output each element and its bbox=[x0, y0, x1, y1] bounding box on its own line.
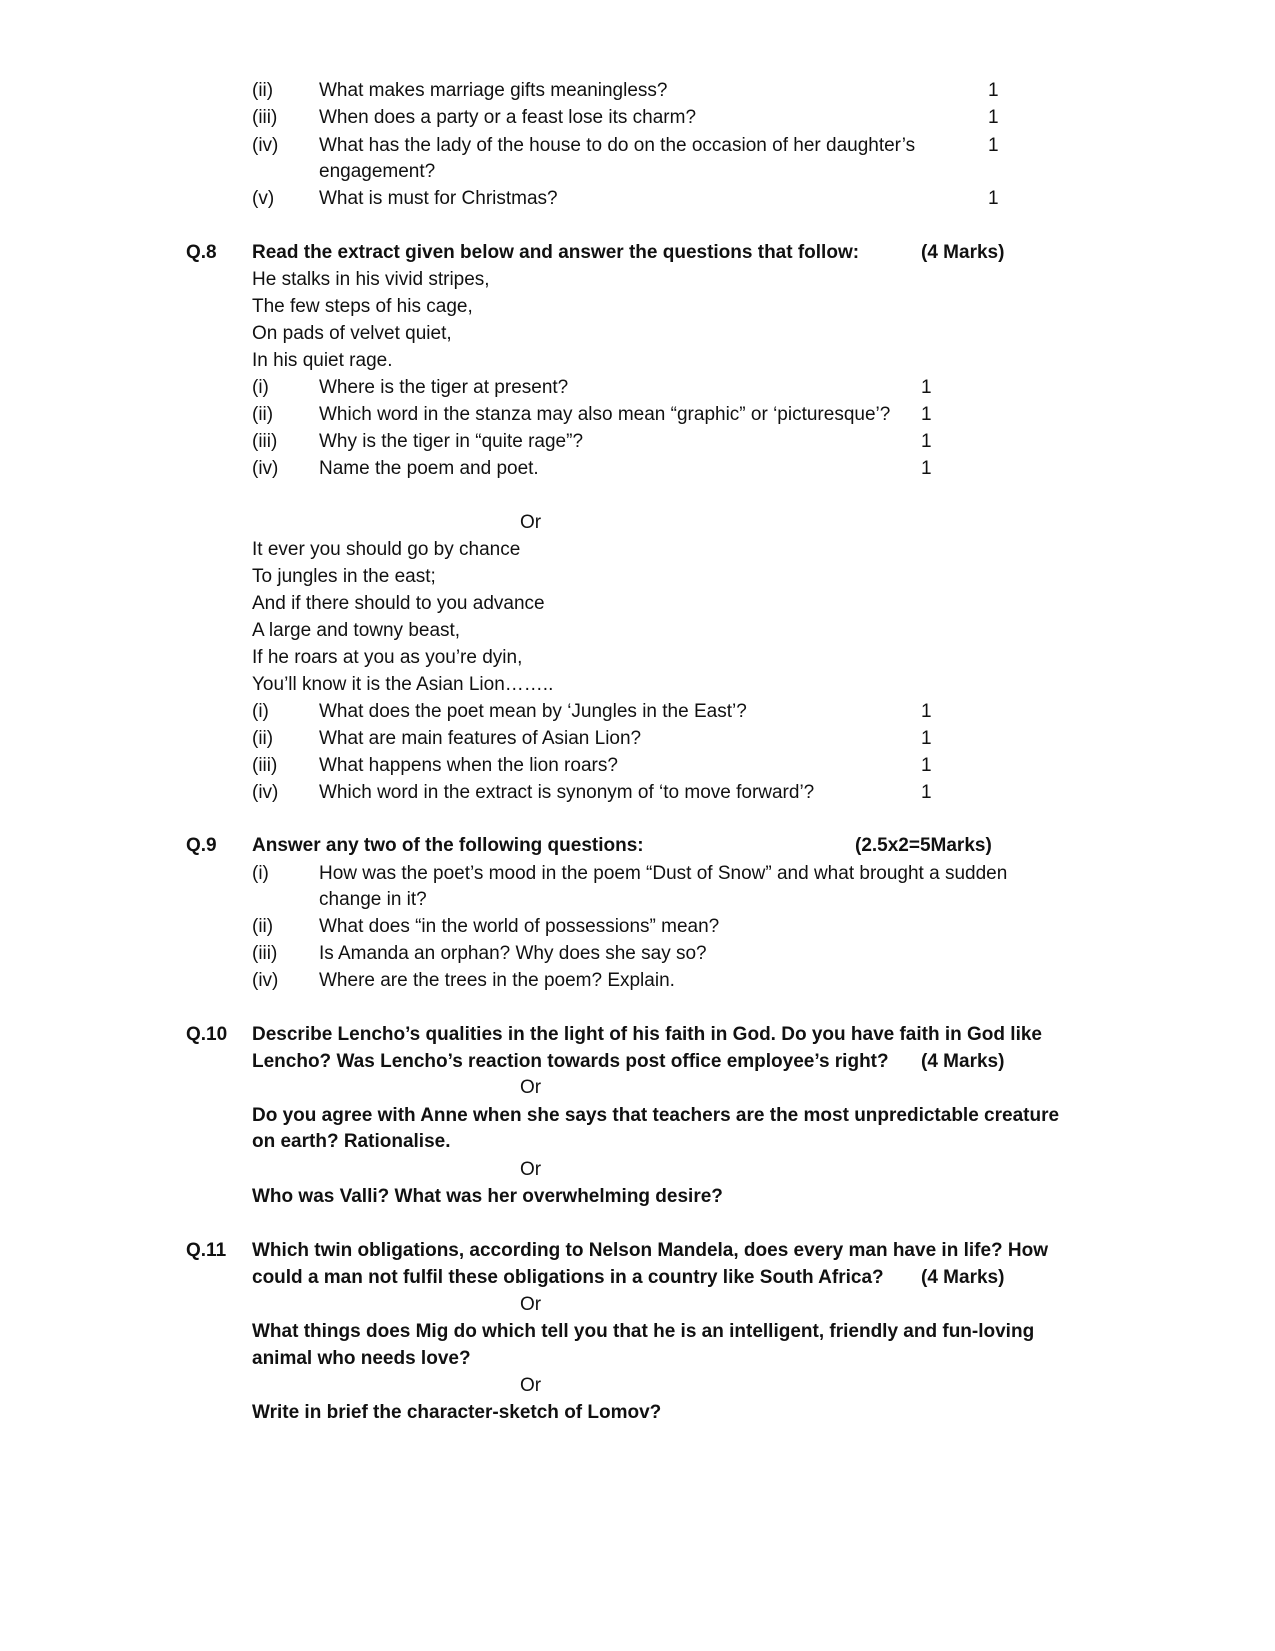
question-text: What happens when the lion roars? bbox=[319, 755, 618, 776]
or-separator: Or bbox=[520, 1375, 542, 1396]
question-text: What is must for Christmas? bbox=[319, 188, 558, 209]
question-mark: 1 bbox=[921, 755, 932, 776]
question-mark: 1 bbox=[921, 404, 932, 425]
or-separator: Or bbox=[520, 512, 542, 533]
extract-line: And if there should to you advance bbox=[252, 593, 545, 614]
question-text: What are main features of Asian Lion? bbox=[319, 728, 642, 749]
extract-line: The few steps of his cage, bbox=[252, 296, 473, 317]
question-marks: (4 Marks) bbox=[921, 242, 1005, 263]
question-mark: 1 bbox=[988, 107, 999, 128]
question-number: (ii) bbox=[252, 80, 274, 101]
question-mark: 1 bbox=[921, 431, 932, 452]
question-mark: 1 bbox=[921, 728, 932, 749]
question-text-continued: Lencho? Was Lencho’s reaction towards post office employee’s right? bbox=[252, 1051, 889, 1072]
extract-line: In his quiet rage. bbox=[252, 350, 393, 371]
question-text: What does “in the world of possessions” mean? bbox=[319, 916, 720, 937]
or-separator: Or bbox=[520, 1294, 542, 1315]
question-text: Where are the trees in the poem? Explain. bbox=[319, 970, 675, 991]
alternative-question: Who was Valli? What was her overwhelming desire? bbox=[252, 1186, 723, 1207]
question-number: (v) bbox=[252, 188, 275, 209]
question-text: What does the poet mean by ‘Jungles in the East’? bbox=[319, 701, 747, 722]
question-heading: Read the extract given below and answer the questions that follow: bbox=[252, 242, 860, 263]
question-label: Q.11 bbox=[186, 1240, 227, 1261]
question-text-continued: change in it? bbox=[319, 889, 427, 910]
alternative-question-continued: animal who needs love? bbox=[252, 1348, 471, 1369]
question-number: (iii) bbox=[252, 755, 278, 776]
question-text: How was the poet’s mood in the poem “Dust of Snow” and what brought a sudden bbox=[319, 863, 1008, 884]
question-number: (iii) bbox=[252, 431, 278, 452]
question-marks: (2.5x2=5Marks) bbox=[855, 835, 992, 856]
or-separator: Or bbox=[520, 1159, 542, 1180]
question-label: Q.9 bbox=[186, 835, 217, 856]
question-mark: 1 bbox=[988, 188, 999, 209]
question-number: (iv) bbox=[252, 135, 279, 156]
question-text: Which twin obligations, according to Nelson Mandela, does every man have in life? How bbox=[252, 1240, 1049, 1261]
question-number: (iv) bbox=[252, 970, 279, 991]
question-mark: 1 bbox=[921, 782, 932, 803]
question-text: When does a party or a feast lose its charm? bbox=[319, 107, 697, 128]
question-text-continued: could a man not fulfil these obligations in a country like South Africa? bbox=[252, 1267, 884, 1288]
question-mark: 1 bbox=[988, 135, 999, 156]
question-text: Where is the tiger at present? bbox=[319, 377, 569, 398]
question-number: (iii) bbox=[252, 107, 278, 128]
question-text: Is Amanda an orphan? Why does she say so? bbox=[319, 943, 707, 964]
question-text: Describe Lencho’s qualities in the light of his faith in God. Do you have faith in God like bbox=[252, 1024, 1042, 1045]
question-mark: 1 bbox=[988, 80, 999, 101]
extract-line: You’ll know it is the Asian Lion…….. bbox=[252, 674, 554, 695]
question-number: (i) bbox=[252, 701, 269, 722]
or-separator: Or bbox=[520, 1077, 542, 1098]
alternative-question: What things does Mig do which tell you that he is an intelligent, friendly and fun-loving bbox=[252, 1321, 1035, 1342]
question-number: (ii) bbox=[252, 916, 274, 937]
question-number: (iii) bbox=[252, 943, 278, 964]
question-number: (iv) bbox=[252, 782, 279, 803]
question-number: (i) bbox=[252, 863, 269, 884]
question-mark: 1 bbox=[921, 458, 932, 479]
extract-line: A large and towny beast, bbox=[252, 620, 461, 641]
extract-line: To jungles in the east; bbox=[252, 566, 436, 587]
question-marks: (4 Marks) bbox=[921, 1051, 1005, 1072]
extract-line: If he roars at you as you’re dyin, bbox=[252, 647, 523, 668]
question-mark: 1 bbox=[921, 701, 932, 722]
question-text: Why is the tiger in “quite rage”? bbox=[319, 431, 584, 452]
question-marks: (4 Marks) bbox=[921, 1267, 1005, 1288]
extract-line: It ever you should go by chance bbox=[252, 539, 521, 560]
question-text: What has the lady of the house to do on the occasion of her daughter’s bbox=[319, 135, 916, 156]
question-label: Q.8 bbox=[186, 242, 217, 263]
question-label: Q.10 bbox=[186, 1024, 228, 1045]
question-text-continued: engagement? bbox=[319, 161, 436, 182]
alternative-question-continued: on earth? Rationalise. bbox=[252, 1131, 451, 1152]
question-number: (ii) bbox=[252, 728, 274, 749]
alternative-question: Write in brief the character-sketch of Lomov? bbox=[252, 1402, 662, 1423]
question-text: Which word in the stanza may also mean “graphic” or ‘picturesque’? bbox=[319, 404, 891, 425]
question-number: (iv) bbox=[252, 458, 279, 479]
question-text: Which word in the extract is synonym of ‘to move forward’? bbox=[319, 782, 815, 803]
question-text: Name the poem and poet. bbox=[319, 458, 539, 479]
extract-line: On pads of velvet quiet, bbox=[252, 323, 452, 344]
question-number: (i) bbox=[252, 377, 269, 398]
question-mark: 1 bbox=[921, 377, 932, 398]
question-heading: Answer any two of the following questions: bbox=[252, 835, 644, 856]
question-number: (ii) bbox=[252, 404, 274, 425]
extract-line: He stalks in his vivid stripes, bbox=[252, 269, 490, 290]
question-text: What makes marriage gifts meaningless? bbox=[319, 80, 668, 101]
alternative-question: Do you agree with Anne when she says that teachers are the most unpredictable creature bbox=[252, 1105, 1060, 1126]
